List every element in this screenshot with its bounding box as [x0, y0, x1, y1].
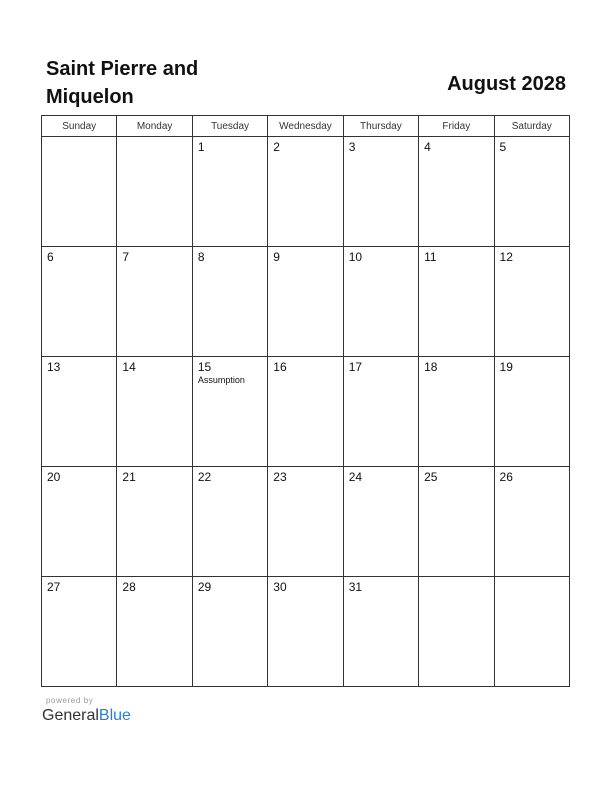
- day-cell: [268, 467, 343, 577]
- day-cell: [343, 247, 418, 357]
- weekday-friday: Friday: [419, 116, 494, 137]
- weekday-wednesday: Wednesday: [268, 116, 343, 137]
- week-row: [42, 467, 570, 577]
- day-number: 21: [122, 470, 136, 484]
- day-number: 14: [122, 360, 136, 374]
- day-number: 7: [122, 250, 130, 264]
- footer-branding: [42, 696, 131, 726]
- day-cell: [268, 137, 343, 247]
- day-cell: [42, 357, 117, 467]
- day-number: 13: [47, 360, 61, 374]
- weekday-tuesday: Tuesday: [192, 116, 267, 137]
- calendar-region-title: Saint Pierre and Miquelon: [46, 58, 199, 108]
- day-cell: [117, 577, 192, 687]
- day-number: 31: [348, 580, 363, 594]
- day-cell: [42, 137, 117, 247]
- generalblue-logo[interactable]: [42, 706, 131, 726]
- week-row: [42, 247, 570, 357]
- day-number: 20: [47, 470, 61, 484]
- weekday-thursday: Thursday: [343, 116, 418, 137]
- day-cell: [268, 357, 343, 467]
- day-cell: [343, 577, 418, 687]
- day-number: 19: [499, 360, 513, 374]
- powered-by-label: powered by: [46, 696, 94, 705]
- day-cell: [117, 467, 192, 577]
- day-cell: [419, 577, 494, 687]
- weekday-sunday: Sunday: [42, 116, 117, 137]
- day-number: 10: [348, 250, 363, 264]
- day-number: 30: [273, 580, 287, 594]
- day-number: 9: [273, 250, 280, 264]
- day-cell: [42, 467, 117, 577]
- day-cell: [343, 467, 418, 577]
- day-number: 4: [424, 140, 431, 154]
- day-cell: [419, 357, 494, 467]
- day-number: 15: [197, 360, 212, 374]
- brand-general-text: General: [42, 707, 99, 724]
- day-cell: [192, 467, 267, 577]
- day-cell: [494, 467, 569, 577]
- day-cell: [343, 357, 418, 467]
- week-row: [42, 137, 570, 247]
- day-cell: [192, 357, 267, 467]
- day-number: 12: [499, 250, 513, 264]
- day-number: 5: [499, 140, 507, 154]
- weekday-monday: Monday: [117, 116, 192, 137]
- day-cell: [494, 247, 569, 357]
- week-row: [42, 577, 570, 687]
- weekday-header-row: [42, 116, 570, 137]
- day-cell: [42, 247, 117, 357]
- day-number: 29: [197, 580, 212, 594]
- day-cell: [268, 577, 343, 687]
- day-cell: [419, 467, 494, 577]
- day-number: 8: [197, 250, 205, 264]
- day-number: 23: [273, 470, 287, 484]
- day-number: 11: [424, 250, 437, 264]
- day-number: 6: [47, 250, 54, 264]
- day-number: 22: [197, 470, 212, 484]
- day-number: 27: [47, 580, 61, 594]
- day-cell: [494, 577, 569, 687]
- calendar-month-title: August 2028: [447, 73, 566, 95]
- day-number: 17: [348, 360, 363, 374]
- day-cell: [419, 137, 494, 247]
- day-number: 1: [197, 140, 205, 154]
- day-cell: [42, 577, 117, 687]
- day-number: 24: [348, 470, 363, 484]
- day-number: 18: [424, 360, 438, 374]
- day-cell: [192, 137, 267, 247]
- brand-blue-text: Blue: [98, 707, 131, 724]
- day-number: 2: [273, 140, 280, 154]
- day-number: 16: [273, 360, 287, 374]
- calendar-grid: [41, 115, 570, 687]
- day-number: 26: [499, 470, 513, 484]
- day-cell: [192, 247, 267, 357]
- day-cell: [192, 577, 267, 687]
- day-cell: [117, 137, 192, 247]
- day-cell: [268, 247, 343, 357]
- day-cell: [419, 247, 494, 357]
- weekday-saturday: Saturday: [494, 116, 569, 137]
- week-row: [42, 357, 570, 467]
- day-cell: [117, 247, 192, 357]
- day-cell: [343, 137, 418, 247]
- day-number: 25: [424, 470, 438, 484]
- day-cell: [494, 357, 569, 467]
- holiday-label: Assumption: [197, 375, 245, 385]
- day-number: 3: [348, 140, 356, 154]
- day-number: 28: [122, 580, 136, 594]
- day-cell: [494, 137, 569, 247]
- day-cell: [117, 357, 192, 467]
